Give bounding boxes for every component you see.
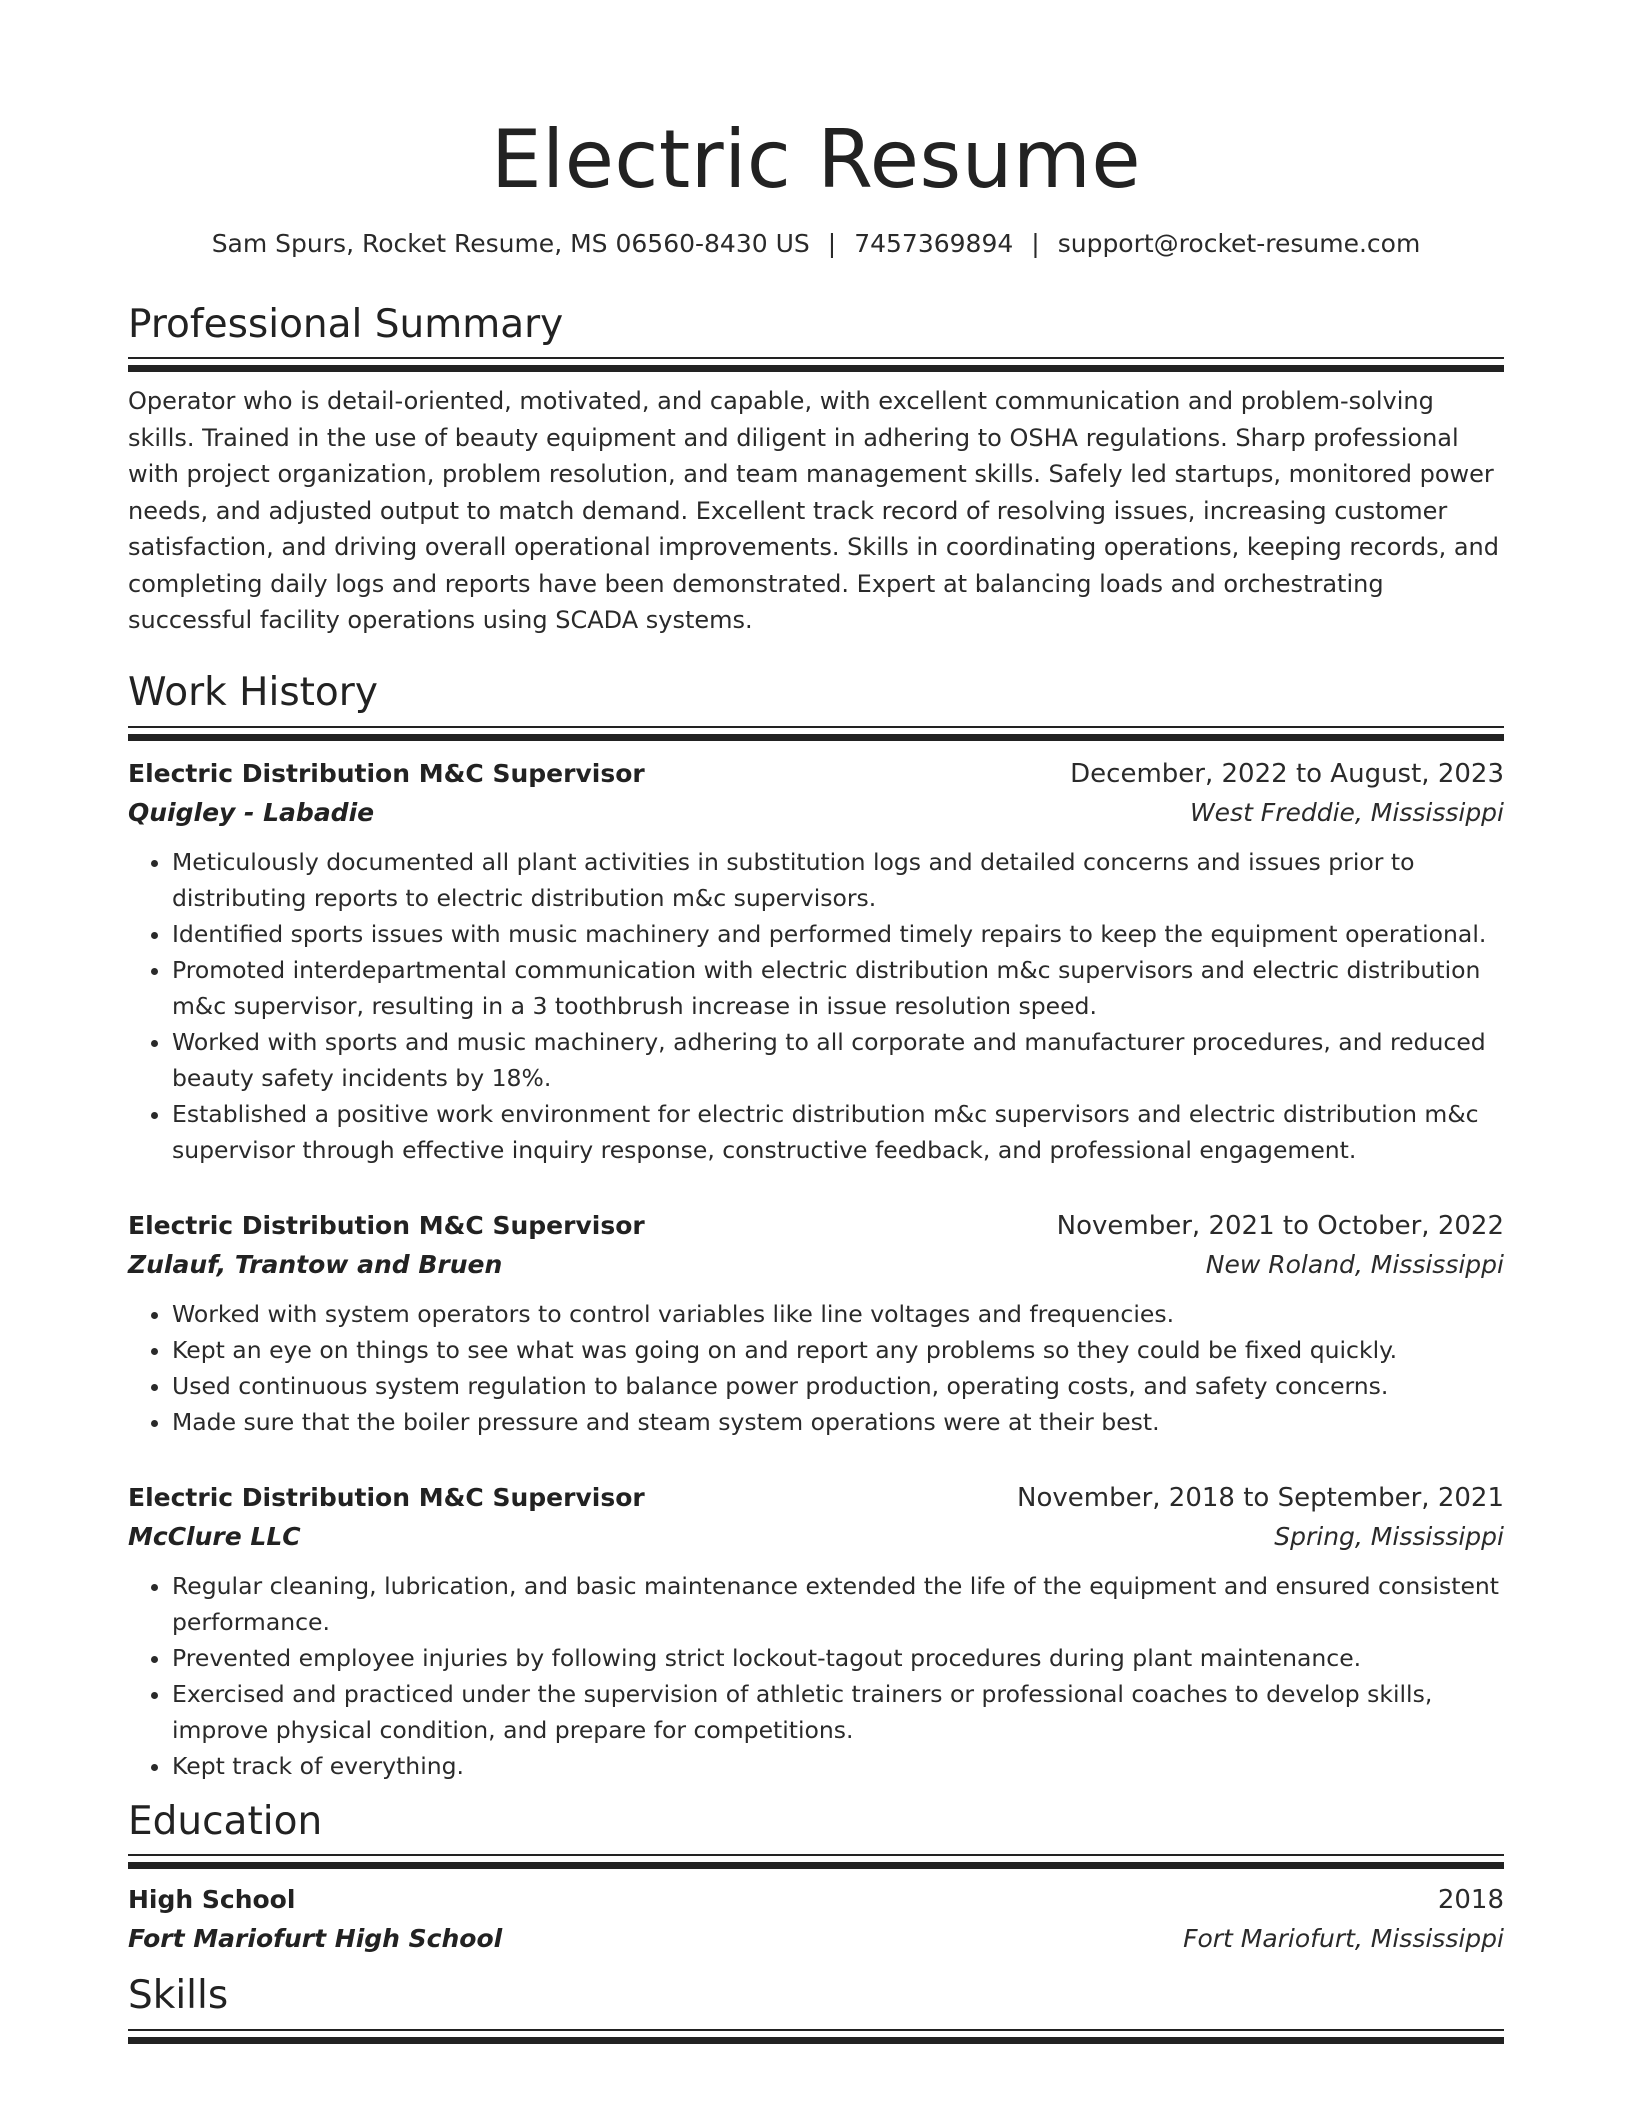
job-bullet: • Made sure that the boiler pressure and steam system operations were at their best. [172,1404,1504,1440]
job-location: West Freddie, Mississippi [1189,797,1504,827]
education-degree: High School [128,1885,296,1915]
job-title: Electric Distribution M&C Supervisor [128,758,645,788]
contact-line [128,228,1504,261]
job-title: Electric Distribution M&C Supervisor [128,1210,645,1240]
section-divider [128,726,1504,734]
professional-summary-section [128,301,1504,639]
job-bullet: • Worked with system operators to control variables like line voltages and frequencies. [172,1296,1504,1332]
resume-name: Electric Resume [490,113,1142,206]
contact-separator: | [1031,229,1040,258]
job-bullet: • Kept track of everything. [172,1748,1504,1784]
job-dates: November, 2018 to September, 2021 [1017,1482,1504,1513]
job-company: McClure LLC [128,1521,301,1551]
education-school: Fort Mariofurt High School [128,1924,503,1954]
job-dates: November, 2021 to October, 2022 [1056,1210,1504,1241]
job-bullet-list [128,844,1504,1168]
section-title-work-history: Work History [128,669,378,715]
job-bullet-list [128,1568,1504,1784]
job-entry [128,754,1504,1168]
section-title-skills: Skills [128,1973,229,2019]
section-title-education: Education [128,1798,323,1844]
job-bullet: • Prevented employee injuries by following strict lockout-tagout procedures during plant maintenance. [172,1640,1504,1676]
section-divider [128,1854,1504,1862]
contact-email: support@rocket-resume.com [1057,229,1421,258]
education-section [128,1798,1504,1959]
job-bullet: • Kept an eye on things to see what was going on and report any problems so they could be fixed quickly. [172,1332,1504,1368]
job-bullet: • Identified sports issues with music machinery and performed timely repairs to keep the equipment operational. [172,916,1504,952]
section-divider [128,357,1504,365]
job-bullet: • Worked with sports and music machinery, adhering to all corporate and manufacturer procedures, and reduced beauty safety incidents by 18%. [172,1024,1504,1096]
job-entry [128,1206,1504,1440]
skills-section [128,1972,1504,2037]
job-title: Electric Distribution M&C Supervisor [128,1482,645,1512]
job-company: Quigley - Labadie [128,797,375,827]
job-bullet: • Established a positive work environment for electric distribution m&c supervisors and electric distribution m&c supervisor through effective inquiry response, constructive feedback, and professional engagement. [172,1096,1504,1168]
job-bullet: • Exercised and practiced under the supervision of athletic trainers or professional coaches to develop skills, improve physical condition, and prepare for competitions. [172,1676,1504,1748]
job-bullet: • Regular cleaning, lubrication, and basic maintenance extended the life of the equipment and ensured consistent performance. [172,1568,1504,1640]
job-location: New Roland, Mississippi [1205,1249,1504,1279]
job-dates: December, 2022 to August, 2023 [1070,758,1504,789]
education-location: Fort Mariofurt, Mississippi [1183,1924,1504,1954]
education-year: 2018 [1437,1885,1504,1916]
job-bullet: • Promoted interdepartmental communication with electric distribution m&c supervisors and electric distribution m&c supervisor, resulting in a 3 toothbrush increase in issue resolution speed. [172,952,1504,1024]
contact-address: Sam Spurs, Rocket Resume, MS 06560-8430 US [211,229,810,258]
section-title-summary: Professional Summary [128,301,564,347]
work-history-section [128,669,1504,1784]
education-entry [128,1880,1504,1958]
section-divider [128,2029,1504,2037]
job-bullet: • Used continuous system regulation to balance power production, operating costs, and safety concerns. [172,1368,1504,1404]
job-company: Zulauf, Trantow and Bruen [128,1249,503,1279]
job-location: Spring, Mississippi [1274,1521,1504,1551]
job-entry [128,1478,1504,1784]
job-bullet: • Meticulously documented all plant activities in substitution logs and detailed concerns and issues prior to distributing reports to electric distribution m&c supervisors. [172,844,1504,916]
contact-separator: | [827,229,837,258]
summary-text: Operator who is detail-oriented, motivated, and capable, with excellent communication and problem-solving skills. Trained in the use of beauty equipment and diligent in adhering to OSHA regulations. Sharp professional with project organization, problem resolution, and team management skills. Safely led startups, monitored power needs, and adjusted output to match demand. Excellent track record of resolving issues, increasing customer satisfaction, and driving overall operational improvements. Skills in coordinating operations, keeping records, and completing daily logs and reports have been demonstrated. Expert at balancing loads and orchestrating successful facility operations using SCADA systems. [128,387,1499,635]
job-bullet-list [128,1296,1504,1440]
contact-phone: 7457369894 [854,229,1014,258]
